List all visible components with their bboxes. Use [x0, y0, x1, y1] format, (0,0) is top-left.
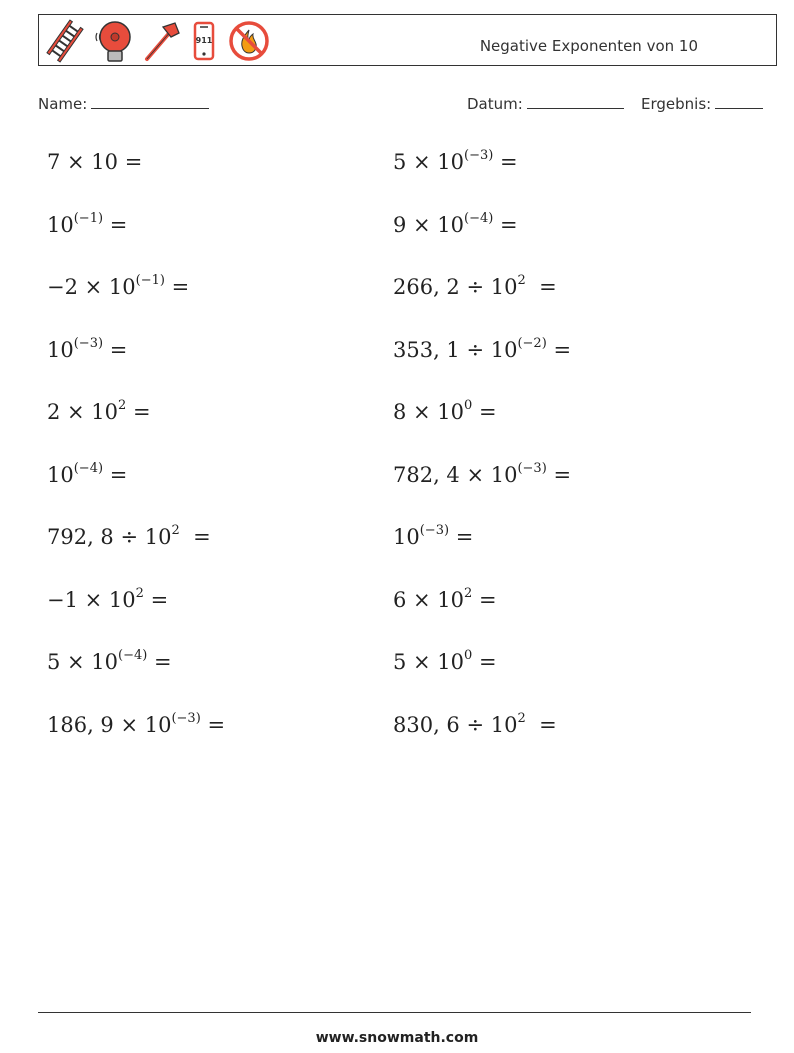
- problem-base: 10: [47, 212, 74, 237]
- result-label: Ergebnis:: [641, 95, 712, 113]
- problem-item: [393, 585, 497, 612]
- problem-equals: =: [546, 337, 572, 362]
- phone-911-icon: [189, 19, 219, 63]
- problem-equals: =: [103, 337, 128, 362]
- svg-text:911: 911: [195, 36, 213, 45]
- problem-base: 5 × 10: [47, 650, 119, 674]
- problem-base: 2 × 10: [47, 400, 119, 424]
- problem-base: 792, 8 ÷ 10: [47, 525, 172, 549]
- problem-exponent: (−4): [73, 460, 104, 476]
- problem-base: 782, 4 × 10: [393, 462, 518, 487]
- problem-base: 9 × 10: [393, 212, 465, 237]
- problem-exponent: (−3): [171, 710, 201, 726]
- problem-item: [47, 400, 151, 424]
- problem-exponent: (−3): [73, 335, 104, 351]
- problem-item: [47, 525, 211, 549]
- name-field: [38, 94, 209, 113]
- problem-exponent: (−1): [73, 210, 104, 226]
- problem-equals: =: [164, 275, 190, 299]
- problem-exponent: (−3): [464, 148, 494, 163]
- problem-base: 8 × 10: [393, 400, 465, 424]
- problem-equals: =: [103, 462, 128, 487]
- problem-item: [393, 525, 473, 549]
- problem-equals: =: [525, 275, 557, 299]
- name-blank[interactable]: [91, 94, 209, 109]
- name-label: Name:: [38, 95, 88, 113]
- problem-equals: =: [449, 525, 474, 549]
- problem-item: [47, 650, 172, 674]
- problem-item: [393, 710, 557, 737]
- worksheet-title: Negative Exponenten von 10: [479, 37, 698, 55]
- problem-exponent: 2: [171, 523, 180, 538]
- problem-item: [47, 710, 226, 737]
- problem-base: 10: [47, 337, 74, 362]
- problem-exponent: 0: [464, 648, 473, 663]
- problem-item: [47, 585, 169, 612]
- problem-item: [47, 460, 128, 487]
- problem-exponent: (−2): [517, 335, 547, 351]
- problem-equals: =: [525, 712, 557, 737]
- problem-exponent: (−4): [118, 648, 148, 663]
- problem-exponent: (−3): [517, 460, 547, 476]
- problem-equals: =: [126, 400, 151, 424]
- header-icons: [45, 19, 271, 63]
- date-blank[interactable]: [527, 94, 624, 109]
- problem-exponent: (−3): [419, 523, 450, 538]
- problem-equals: =: [546, 462, 572, 487]
- problem-item: [393, 275, 557, 299]
- date-field: [467, 94, 624, 113]
- problem-base: 10: [47, 462, 74, 487]
- problem-equals: =: [493, 212, 518, 237]
- problem-item: [47, 335, 128, 362]
- problem-base: 6 × 10: [393, 587, 465, 612]
- problem-item: [393, 335, 572, 362]
- problem-exponent: 2: [517, 710, 526, 726]
- fire-alarm-bell-icon: [93, 19, 133, 63]
- problem-base: 266, 2 ÷ 10: [393, 275, 518, 299]
- fire-axe-icon: [141, 19, 181, 63]
- problem-base: −1 × 10: [47, 587, 136, 612]
- result-field: [641, 94, 763, 113]
- problem-item: [47, 275, 189, 299]
- problem-equals: =: [472, 400, 497, 424]
- problem-equals: =: [143, 587, 169, 612]
- problem-base: 10: [393, 525, 420, 549]
- problem-item: [393, 650, 497, 674]
- result-blank[interactable]: [715, 94, 763, 109]
- problem-equals: =: [179, 525, 211, 549]
- footer-divider: [38, 1012, 751, 1013]
- problem-equals: =: [200, 712, 226, 737]
- problem-item: [393, 150, 518, 174]
- problem-base: 5 × 10: [393, 150, 465, 174]
- problem-exponent: 2: [118, 398, 127, 413]
- problem-item: [393, 400, 497, 424]
- problem-item: [47, 210, 128, 237]
- problem-exponent: 0: [464, 398, 473, 413]
- ladder-icon: [45, 19, 85, 63]
- problem-equals: =: [118, 150, 143, 174]
- problem-base: −2 × 10: [47, 275, 136, 299]
- date-label: Datum:: [467, 95, 523, 113]
- problem-item: [393, 210, 518, 237]
- problem-base: 5 × 10: [393, 650, 465, 674]
- problem-exponent: (−1): [135, 273, 165, 288]
- problem-equals: =: [147, 650, 172, 674]
- problem-exponent: 2: [517, 273, 526, 288]
- problem-base: 353, 1 ÷ 10: [393, 337, 518, 362]
- footer-url: www.snowmath.com: [315, 1030, 479, 1046]
- no-fire-icon: [227, 19, 271, 63]
- problem-exponent: (−4): [464, 210, 494, 226]
- problem-base: 830, 6 ÷ 10: [393, 712, 518, 737]
- problem-item: [393, 460, 572, 487]
- problem-base: 7 × 10: [47, 150, 119, 174]
- problem-equals: =: [472, 587, 497, 612]
- problem-exponent: 2: [464, 585, 473, 601]
- worksheet-header: [38, 14, 777, 66]
- problem-equals: =: [493, 150, 518, 174]
- problem-exponent: 2: [135, 585, 144, 601]
- problem-equals: =: [103, 212, 128, 237]
- problem-base: 186, 9 × 10: [47, 712, 172, 737]
- problem-item: [47, 150, 142, 174]
- problem-equals: =: [472, 650, 497, 674]
